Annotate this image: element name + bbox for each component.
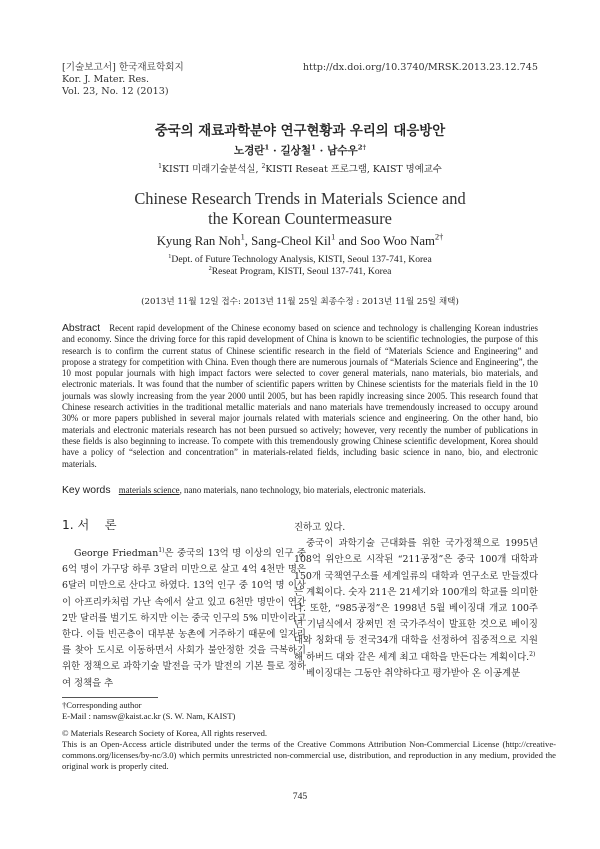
copyright: © Materials Research Society of Korea, All rights reserved. [62, 728, 268, 738]
author-separator: , [244, 234, 252, 248]
footnote [62, 700, 235, 722]
citation-sup: 2) [529, 650, 536, 658]
english-affil-2: Reseat Program, KISTI, Seoul 137-741, Korea [211, 266, 392, 278]
korean-author-1: 노경란 [233, 145, 265, 157]
english-authors [0, 234, 600, 249]
korean-affiliations [0, 161, 600, 175]
affil-sup: 1 [158, 162, 163, 170]
korean-title: 중국의 재료과학분야 연구현황과 우리의 대응방안 [154, 123, 446, 139]
affil-sup: 2 [261, 162, 266, 170]
abstract [62, 323, 538, 470]
footnote-rule [62, 697, 158, 698]
korean-affil-1: KISTI 미래기술분석실, [162, 164, 262, 175]
citation-sup: 1) [158, 546, 165, 554]
left-column [62, 546, 306, 692]
page-number: 745 [292, 791, 308, 802]
english-title [0, 189, 600, 229]
doi-link[interactable]: http://dx.doi.org/10.3740/MRSK.2013.23.12.745 [302, 62, 538, 73]
author-separator: and [335, 234, 361, 248]
corresponding-email[interactable]: E-Mail : namsw@kaist.ac.kr (S. W. Nam, KAIST) [62, 711, 236, 721]
affil-sup: 2 [208, 265, 212, 273]
author-sup: 2† [357, 143, 367, 152]
affil-sup: 1 [168, 252, 172, 260]
keywords-label: Key words [62, 485, 111, 496]
received-dates: (2013년 11월 12일 접수: 2013년 11월 25일 최종수정 : 2013년 11월 25일 채택) [141, 297, 459, 307]
section-heading-text: 1. 서 론 [62, 518, 117, 532]
intro-paragraph-1 [62, 546, 306, 692]
english-author-1: Kyung Ran Noh [156, 234, 241, 248]
journal-abbrev: Kor. J. Mater. Res. [62, 74, 150, 85]
korean-author-2: 길상철 [280, 145, 312, 157]
journal-name: [기술보고서] 한국재료학회지 [62, 62, 184, 73]
abstract-text: Recent rapid development of the Chinese economy based on science and technology is challenging Korean industries and economy. Since the driving force for this rapid development of China is known to be scientific technologies, the purpose of this research is to confirm the current status of Chinese scientific research in the field of “Materials Science and Engineering” and propose a strategy for competition with China. Even though there are numerous journals of “Materials Science and Engineering”, the 10 most popular journals with high impact factors were selected to cover general materials, nano materials, bio materials, and electronic materials. It was found that the number of scientific papers written by Chinese scientists for the materials field in the 10 journals was slowly increasing from the year 2000 until 2005, but has been rapidly increasing since 2005. This research found that Chinese research activities in the traditional metallic materials and nano materials have tremendously increased to occupy around 30% or more papers published in several major journals related with materials science and engineering. On the other hand, bio materials and electronic materials research has not been pursued so actively; however, very recently the number of publications in these fields is also beginning to increase. To compete with this tremendously growing Chinese scientific development, Korea should have a policy of “selection and concentration” in materials-related fields, including basic science in nano, bio, and electronic materials. [62, 323, 538, 469]
journal-header [62, 62, 184, 98]
author-separator: · [273, 145, 277, 157]
author-sup: 1 [264, 143, 270, 152]
keywords [62, 485, 538, 496]
cited-author: George Friedman [74, 548, 159, 559]
corresponding-author: †Corresponding author [62, 700, 142, 710]
author-sup: 1 [331, 232, 336, 242]
journal-volume: Vol. 23, No. 12 (2013) [62, 86, 169, 97]
section-heading-intro [62, 516, 117, 533]
author-sup: 2† [434, 232, 444, 242]
english-title-line2: the Korean Countermeasure [208, 209, 392, 228]
keywords-rest: , nano materials, nano technology, bio materials, electronic materials. [179, 485, 426, 495]
right-paragraph-1-text: 중국이 과학기술 근대화를 위한 국가정책으로 1995년 108억 위안으로 시작된 “211공정”은 중국 100개 대학과 150개 국책연구소를 세계일류의 대학과 연구소로 만들겠다는 계획이다. 숫자 211은 21세기와 100개의 학교를 의미한다. 또한, “985공정”은 1998년 5월 베이징대 개교 100주년 기념식에서 장쩌민 전 국가주석이 발표한 것으로 베이징대와 칭화대 등 전국34개 대학을 선정하여 집중적으로 지원해 하버드 대와 같은 세계 최고 대학을 만든다는 계획이다. [294, 538, 538, 663]
license-text: This is an Open-Access article distributed under the terms of the Creative Commons Attribution Non-Commercial License (http://creative-commons.org/licenses/by-nc/3.0) which permits unrestricted non-commercial use, distribution, and reproduction in any medium, provided the original work is properly cited. [62, 739, 556, 772]
korean-affil-2: KISTI Reseat 프로그램, KAIST 명예교수 [265, 164, 442, 175]
right-paragraph-1 [294, 536, 538, 666]
right-continuation: 진하고 있다. [294, 522, 346, 533]
intro-paragraph-1-text: 은 중국의 13억 명 이상의 인구 중 6억 명이 가구당 하루 3달러 미만으로 살고 4억 4천만 명은 6달러 미만으로 산다고 하였다. 13억 인구 중 10억 명 이상이 아프리카처럼 가난 속에서 살고 있고 6천만 명만이 연간 2만 달러를 벌기도 하지만 이는 중국 인구의 5% 미만이라고 한다. 이들 빈곤층이 대부분 농촌에 거주하기 때문에 일자리를 찾아 도시로 이동하면서 사회가 불안정한 것을 극복하기 위한 정책으로 과학기술 발전을 국가 발전의 기본 틀로 정하여 정책을 추 [62, 548, 306, 689]
english-author-2: Sang-Cheol Kil [251, 234, 332, 248]
english-affiliations [0, 254, 600, 279]
right-paragraph-2: 베이징대는 그동안 취약하다고 평가받아 온 이공계분 [306, 667, 521, 679]
korean-authors [0, 143, 600, 158]
english-author-3: Soo Woo Nam [360, 234, 435, 248]
korean-author-3: 남수우 [327, 145, 358, 157]
right-column [294, 520, 538, 682]
abstract-label: Abstract [62, 323, 101, 334]
keyword-link[interactable]: materials science [118, 485, 180, 495]
author-separator: · [319, 145, 324, 157]
author-sup: 1 [311, 143, 316, 152]
english-affil-1: Dept. of Future Technology Analysis, KISTI, Seoul 137-741, Korea [171, 254, 432, 265]
english-title-line1: Chinese Research Trends in Materials Science and [134, 189, 466, 208]
author-sup: 1 [240, 232, 245, 242]
